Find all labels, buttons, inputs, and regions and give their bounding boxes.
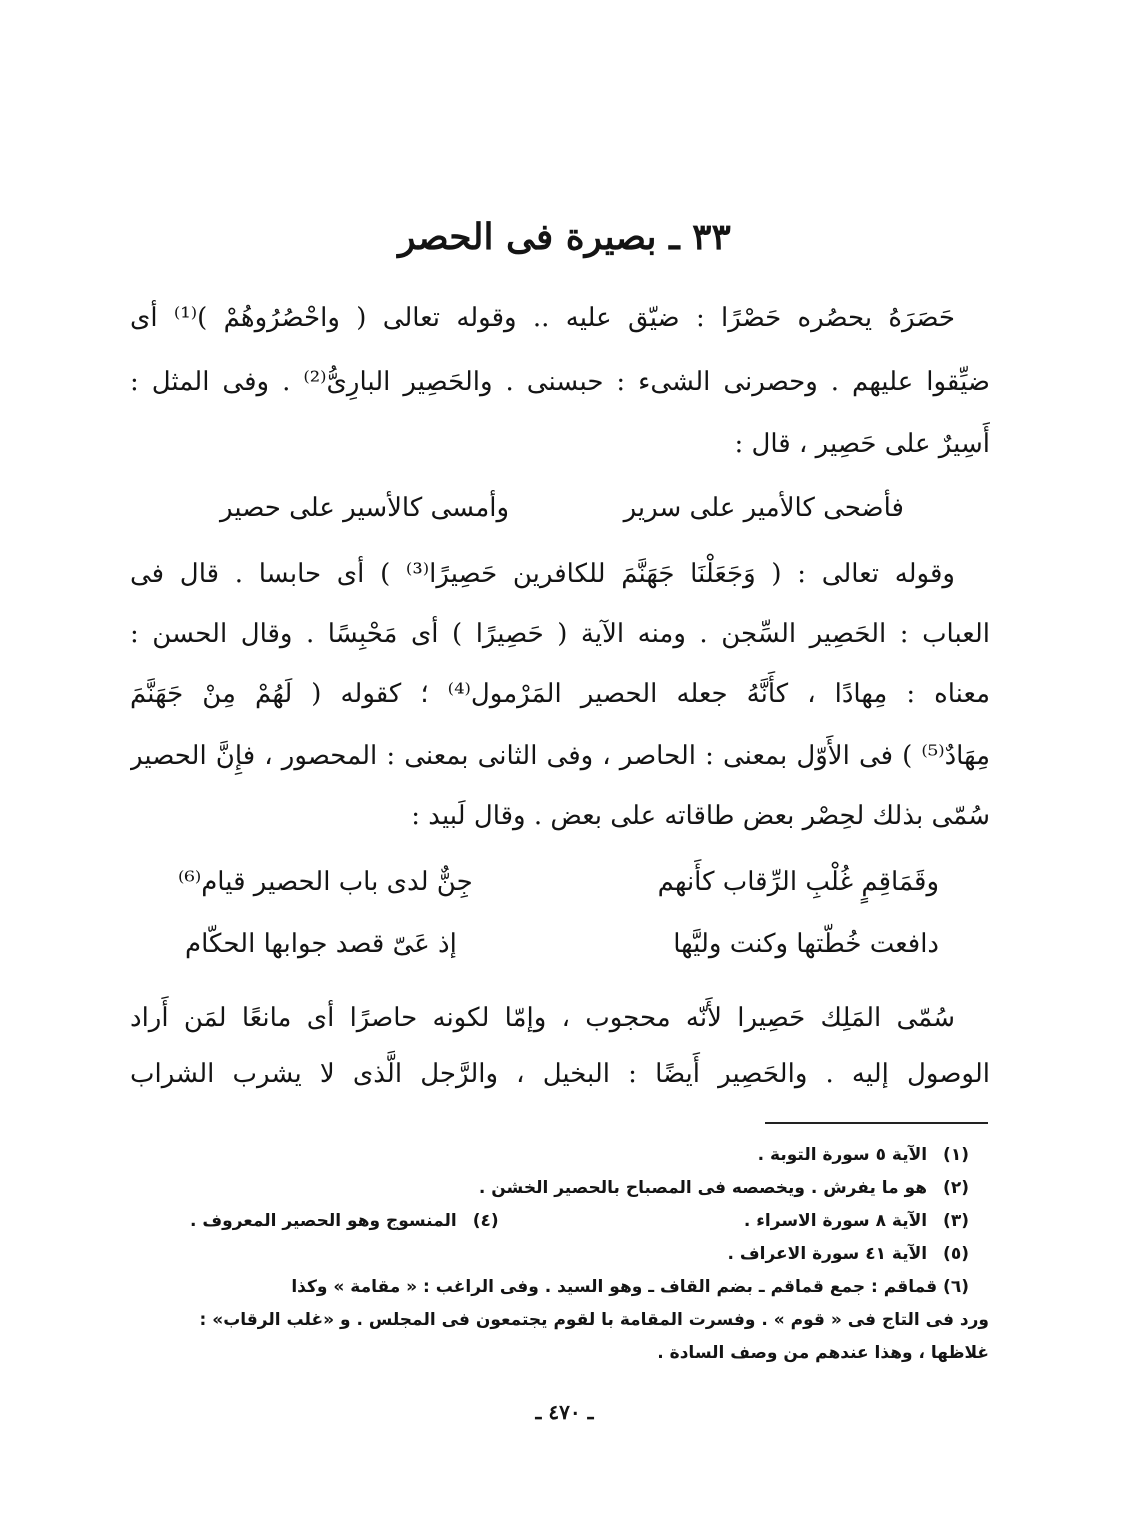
text-line: سُمّى المَلِك حَصِيرا لأَنّه محجوب ، وإمّا لكونه حاصرًا أى مانعًا لمَن أَراد (130, 1003, 955, 1033)
text-line: أَسِيرٌ على حَصِير ، قال : (734, 429, 990, 459)
page-number: ـ ٤٧٠ ـ (535, 1400, 594, 1424)
footnote: ورد فى التاج فى « قوم » . وفسرت المقامة با لقوم يجتمعون فى المجلس . و «غلب الرقاب» : (199, 1310, 989, 1330)
footnote (744, 1206, 969, 1236)
footnote (728, 1239, 969, 1269)
text-line: وقوله تعالى : ( وَجَعَلْنَا جَهَنَّمَ للكافرين حَصِيرًا⁽³⁾ ) أى حابسا . قال فى (130, 559, 955, 589)
footnote-text: هو ما يفرش . ويخصصه فى المصباح بالحصير الخشن . (478, 1178, 928, 1198)
footnote (758, 1140, 969, 1170)
footnote-number: (٢) (943, 1178, 969, 1198)
footnote-number: (١) (943, 1145, 969, 1165)
footnote (479, 1173, 969, 1203)
footnote-number: (٥) (943, 1244, 969, 1264)
text-line: معناه : مِهادًا ، كأَنَّهُ جعله الحصير المَرْمول⁽⁴⁾ ؛ كقوله ( لَهُمْ مِنْ جَهَنَّمَ (130, 679, 990, 709)
footnote-number: (٤) (472, 1211, 499, 1231)
text-line: العباب : الحَصِير السِّجن . ومنه الآية ( حَصِيرًا ) أى مَحْبِسًا . وقال الحسن : (130, 619, 990, 649)
text-line: سُمّى بذلك لحِصْر بعض طاقاته على بعض . وقال لَبيد : (411, 801, 990, 831)
verse-hemistich-right: فأضحى كالأمير على سرير (623, 493, 904, 523)
text-line: الوصول إليه . والحَصِير أَيضًا : البخيل ، والرَّجل الَّذى لا يشرب الشراب (130, 1059, 990, 1089)
footnote-text: الآية ٥ سورة التوبة . (757, 1145, 928, 1165)
text-line: حَصَرَهُ يحصُره حَصْرًا : ضيّق عليه .. وقوله تعالى ( واحْصُرُوهُمْ )⁽¹⁾ أى (130, 303, 955, 333)
section-title: ٣٣ ـ بصيرة فى الحصر (398, 216, 731, 258)
verse-hemistich-left: إذ عَىّ قصد جوابها الحكّام (185, 929, 457, 959)
verse-hemistich-right: دافعت خُطّتها وكنت وليَّها (673, 929, 939, 959)
footnote: (٦) قماقم : جمع قماقم ـ بضم القاف ـ وهو السيد . وفى الراغب : « مقامة » وكذا (291, 1277, 969, 1297)
footnote-text: الآية ٨ سورة الاسراء . (743, 1211, 928, 1231)
footnote-text: المنسوج وهو الحصير المعروف . (190, 1211, 457, 1231)
footnote-separator (765, 1122, 988, 1124)
footnote (190, 1206, 499, 1236)
verse-hemistich-right: وقَمَاقِمٍ غُلْبِ الرِّقاب كأَنهم (657, 867, 939, 897)
verse-hemistich-left: وأمسى كالأسير على حصير (220, 493, 510, 523)
verse-hemistich-left: جِنٌّ لدى باب الحصير قيام⁽⁶⁾ (178, 867, 473, 897)
text-line: ضيِّقوا عليهم . وحصرنى الشىء : حبسنى . والحَصِير البارِىُّ⁽²⁾ . وفى المثل : (130, 367, 990, 397)
footnote: غلاظها ، وهذا عندهم من وصف السادة . (657, 1343, 989, 1363)
text-line: مِهَادٌ⁽⁵⁾ ) فى الأَوّل بمعنى : الحاصر ، وفى الثانى بمعنى : المحصور ، فإِنَّ الحصير (130, 741, 990, 771)
footnote-text: الآية ٤١ سورة الاعراف . (727, 1244, 928, 1264)
footnote-number: (٣) (943, 1211, 969, 1231)
